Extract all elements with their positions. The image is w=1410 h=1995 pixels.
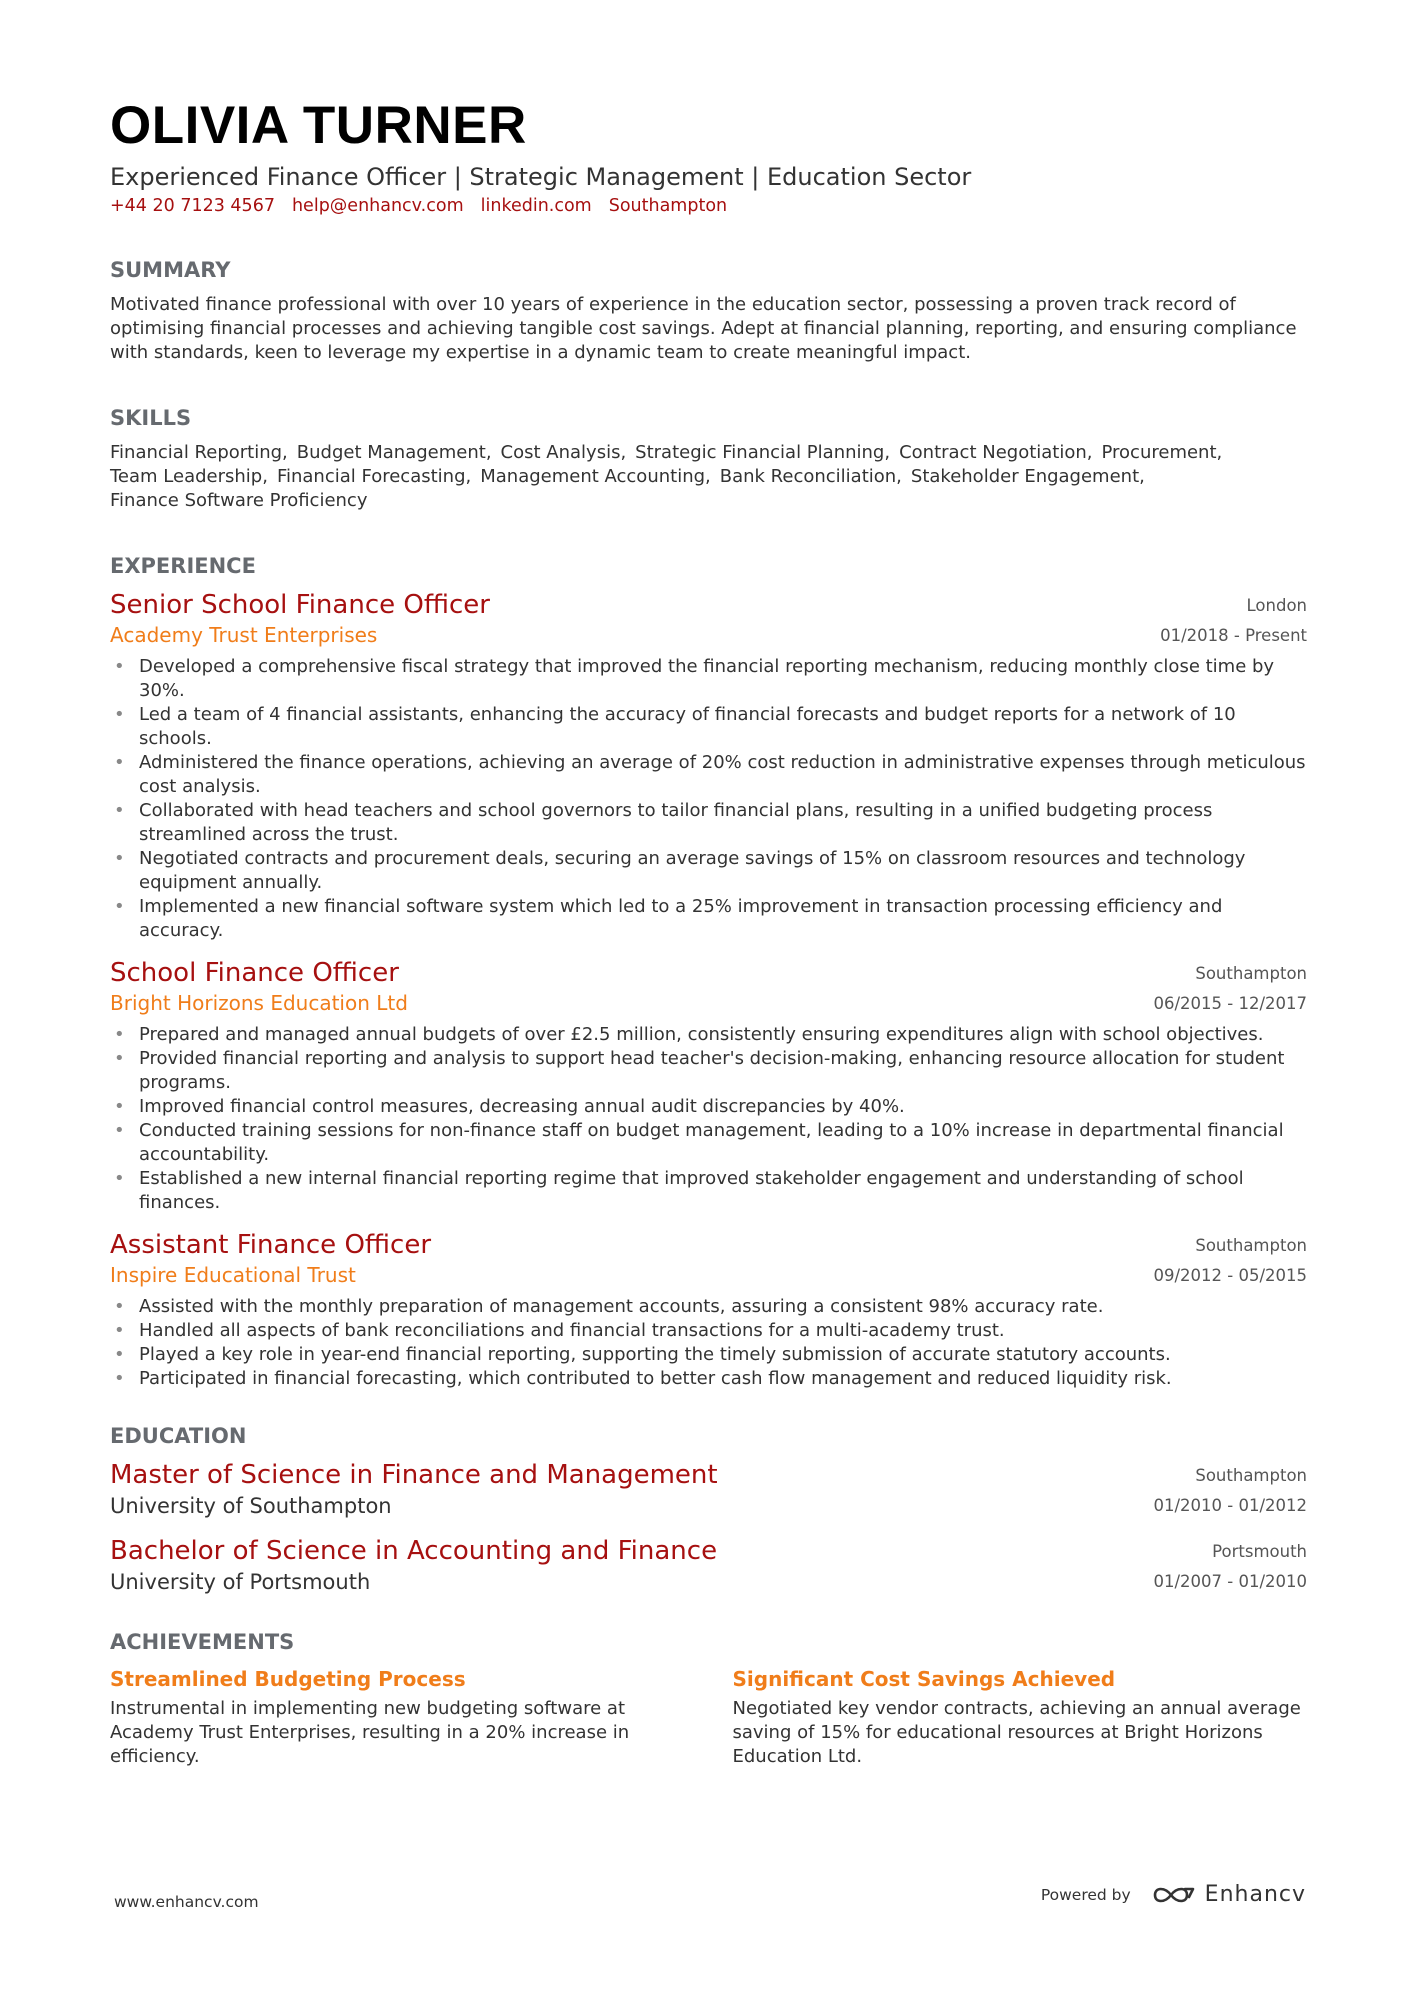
achievement-item xyxy=(733,1665,1308,1769)
bullet-item: • Developed a comprehensive fiscal strategy that improved the financial reporting mechanism, reducing monthly close time by 30%. xyxy=(114,656,1275,701)
contact-phone[interactable]: +44 20 7123 4567 xyxy=(110,196,275,216)
bullet-dot-icon: • xyxy=(114,1048,125,1069)
contact-linkedin[interactable]: linkedin.com xyxy=(480,196,592,216)
bullet-item: • Administered the finance operations, achieving an average of 20% cost reduction in administrative expenses through meticulous cost analysis. xyxy=(114,752,1306,797)
education-location: Southampton xyxy=(1195,1466,1307,1485)
institution-name: University of Southampton xyxy=(110,1494,392,1518)
skill-item: Cost Analysis, xyxy=(500,442,627,463)
contact-line xyxy=(110,193,1307,219)
skill-item: Finance Software Proficiency xyxy=(110,490,368,511)
bullet-dot-icon: • xyxy=(114,1368,125,1389)
skill-item: Management Accounting, xyxy=(480,466,711,487)
experience-entry xyxy=(110,957,1307,1215)
experience-entry xyxy=(110,589,1307,943)
skills-section xyxy=(110,403,1307,513)
bullet-item: • Implemented a new financial software system which led to a 25% improvement in transaction processing efficiency and accuracy. xyxy=(114,896,1223,941)
skill-item: Stakeholder Engagement, xyxy=(910,466,1145,487)
institution-name: University of Portsmouth xyxy=(110,1570,371,1594)
job-location: London xyxy=(1246,596,1307,615)
section-heading: ACHIEVEMENTS xyxy=(110,1630,295,1654)
bullet-dot-icon: • xyxy=(114,752,125,773)
degree-title: Bachelor of Science in Accounting and Finance xyxy=(110,1536,718,1566)
bullet-dot-icon: • xyxy=(114,1320,125,1341)
bullet-item: • Improved financial control measures, decreasing annual audit discrepancies by 40%. xyxy=(114,1096,905,1117)
bullet-dot-icon: • xyxy=(114,896,125,917)
candidate-title: Experienced Finance Officer | Strategic Management | Education Sector xyxy=(110,163,972,191)
bullet-item: • Played a key role in year-end financial reporting, supporting the timely submission of accurate statutory accounts. xyxy=(114,1344,1171,1365)
skill-item: Procurement, xyxy=(1101,442,1223,463)
candidate-name: OLIVIA TURNER xyxy=(110,96,527,155)
bullet-item: • Handled all aspects of bank reconciliations and financial transactions for a multi-academy trust. xyxy=(114,1320,1005,1341)
job-bullets xyxy=(110,1023,1307,1215)
degree-title: Master of Science in Finance and Management xyxy=(110,1460,718,1490)
contact-location: Southampton xyxy=(608,196,728,216)
skill-item: Team Leadership, xyxy=(110,466,268,487)
bullet-item: • Participated in financial forecasting, which contributed to better cash flow management and reduced liquidity risk. xyxy=(114,1368,1172,1389)
job-company: Bright Horizons Education Ltd xyxy=(110,991,408,1015)
bullet-dot-icon: • xyxy=(114,1168,125,1189)
resume-page xyxy=(110,90,1307,1769)
bullet-dot-icon: • xyxy=(114,1096,125,1117)
achievement-text: Instrumental in implementing new budgeting software at Academy Trust Enterprises, resulting in a 20% increase in efficiency. xyxy=(110,1698,630,1767)
section-heading: SKILLS xyxy=(110,406,192,430)
education-location: Portsmouth xyxy=(1212,1542,1307,1561)
bullet-item: • Collaborated with head teachers and school governors to tailor financial plans, resulting in a unified budgeting process streamlined across the trust. xyxy=(114,800,1213,845)
summary-text: Motivated finance professional with over 10 years of experience in the education sector, possessing a proven track record of optimising financial processes and achieving tangible cost savings. Adept at financial planning, reporting, and ensuring compliance with standards, keen to leverage my expertise in a dynamic team to create meaningful impact. xyxy=(110,294,1297,363)
achievement-text: Negotiated key vendor contracts, achieving an annual average saving of 15% for educational resources at Bright Horizons Education Ltd. xyxy=(732,1698,1301,1767)
skills-list xyxy=(110,441,1260,513)
section-heading: EXPERIENCE xyxy=(110,554,256,578)
bullet-item: • Conducted training sessions for non-finance staff on budget management, leading to a 10% increase in departmental financial accountability. xyxy=(114,1120,1284,1165)
job-location: Southampton xyxy=(1195,964,1307,983)
job-bullets xyxy=(110,1295,1307,1391)
bullet-dot-icon: • xyxy=(114,848,125,869)
job-dates: 06/2015 - 12/2017 xyxy=(1153,994,1307,1013)
education-entry xyxy=(110,1535,1307,1597)
powered-by-label: Powered by xyxy=(1040,1885,1131,1904)
bullet-item: • Established a new internal financial reporting regime that improved stakeholder engagement and understanding of school finances. xyxy=(114,1168,1244,1213)
bullet-dot-icon: • xyxy=(114,1344,125,1365)
skill-item: Budget Management, xyxy=(296,442,492,463)
bullet-dot-icon: • xyxy=(114,1296,125,1317)
contact-email[interactable]: help@enhancv.com xyxy=(291,196,464,216)
skill-item: Contract Negotiation, xyxy=(899,442,1093,463)
skill-item: Financial Forecasting, xyxy=(276,466,472,487)
bullet-item: • Provided financial reporting and analysis to support head teacher's decision-making, enhancing resource allocation for student programs. xyxy=(114,1048,1285,1093)
skill-item: Strategic Financial Planning, xyxy=(635,442,891,463)
education-entry xyxy=(110,1459,1307,1521)
skill-item: Financial Reporting, xyxy=(110,442,288,463)
brand-name: Enhancv xyxy=(1204,1882,1306,1907)
achievement-item xyxy=(110,1665,685,1769)
bullet-dot-icon: • xyxy=(114,1120,125,1141)
achievement-title: Significant Cost Savings Achieved xyxy=(732,1667,1116,1691)
skill-item: Bank Reconciliation, xyxy=(719,466,902,487)
job-dates: 09/2012 - 05/2015 xyxy=(1153,1266,1307,1285)
bullet-dot-icon: • xyxy=(114,800,125,821)
job-company: Inspire Educational Trust xyxy=(110,1263,356,1287)
job-bullets xyxy=(110,655,1307,943)
education-dates: 01/2010 - 01/2012 xyxy=(1153,1496,1307,1515)
achievements-section xyxy=(110,1627,1307,1769)
section-heading: EDUCATION xyxy=(110,1424,247,1448)
bullet-item: • Prepared and managed annual budgets of over £2.5 million, consistently ensuring expenditures align with school objectives. xyxy=(114,1024,1264,1045)
job-role: Senior School Finance Officer xyxy=(110,590,490,620)
job-role: Assistant Finance Officer xyxy=(110,1230,432,1260)
section-heading: SUMMARY xyxy=(110,258,231,282)
job-dates: 01/2018 - Present xyxy=(1160,626,1307,645)
bullet-dot-icon: • xyxy=(114,1024,125,1045)
achievement-title: Streamlined Budgeting Process xyxy=(110,1667,466,1691)
bullet-item: • Led a team of 4 financial assistants, enhancing the accuracy of financial forecasts and budget reports for a network of 10 schools. xyxy=(114,704,1236,749)
bullet-dot-icon: • xyxy=(114,656,125,677)
footer-branding xyxy=(1041,1882,1306,1907)
bullet-item: • Assisted with the monthly preparation of management accounts, assuring a consistent 98% accuracy rate. xyxy=(114,1296,1104,1317)
bullet-item: • Negotiated contracts and procurement deals, securing an average savings of 15% on classroom resources and technology equipment annually. xyxy=(114,848,1246,893)
education-dates: 01/2007 - 01/2010 xyxy=(1153,1572,1307,1591)
enhancv-logo-icon xyxy=(1151,1883,1197,1907)
job-role: School Finance Officer xyxy=(110,958,399,988)
experience-entry xyxy=(110,1229,1307,1391)
resume-header xyxy=(110,90,1307,219)
summary-section xyxy=(110,255,1307,365)
job-location: Southampton xyxy=(1195,1236,1307,1255)
bullet-dot-icon: • xyxy=(114,704,125,725)
education-section xyxy=(110,1421,1307,1597)
footer-website[interactable]: www.enhancv.com xyxy=(114,1893,259,1911)
brand-logo[interactable] xyxy=(1151,1882,1306,1907)
job-company: Academy Trust Enterprises xyxy=(110,623,378,647)
experience-section xyxy=(110,551,1307,1391)
